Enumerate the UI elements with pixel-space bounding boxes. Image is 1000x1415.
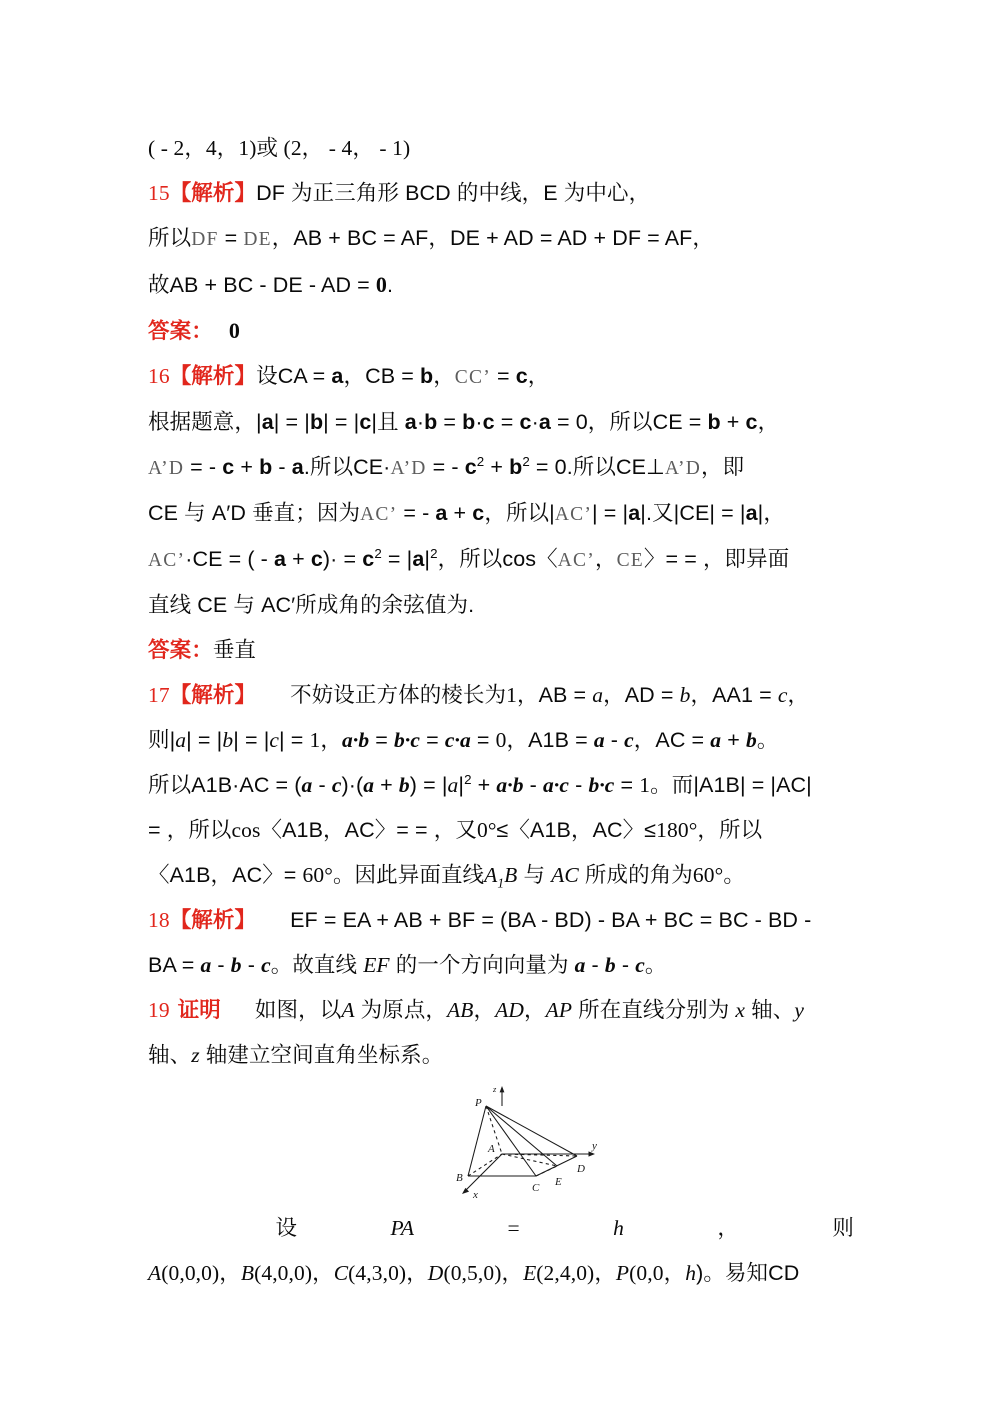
justified-word-1: 设 [275, 1216, 298, 1240]
q17-eq-3: = [470, 728, 496, 752]
coord-value-c: (4,3,0)， [348, 1261, 428, 1285]
q17-eq-1: = [369, 728, 395, 752]
q19-l1-i: 所在直线分别为 [572, 998, 736, 1022]
answer-16-line [148, 628, 854, 673]
vector-a-i11: a [543, 773, 554, 797]
question-17-line-3 [148, 763, 854, 808]
q18-minus-4: - [615, 953, 636, 977]
num-1-c: 1 [639, 773, 651, 797]
q17-l4-g: ，所以 [697, 818, 763, 842]
q16-l3-f: - [272, 455, 292, 479]
question-18-line-2 [148, 943, 854, 988]
coord-point-d: D [427, 1261, 444, 1285]
q16-l3-d: + [234, 455, 260, 479]
question-18-tag: 【解析】 [169, 908, 257, 932]
vertex-label-c: C [532, 1182, 540, 1194]
vector-c-abs: c [359, 410, 372, 434]
angle-0-deg: 0° [476, 818, 497, 842]
q15-l3-period: . [387, 273, 394, 297]
question-17-line-4 [148, 808, 854, 853]
q16-l4-g: ，所以| [484, 501, 555, 525]
q16-l3-h: .所以CE· [303, 455, 391, 479]
exp-2-c: 2 [374, 545, 382, 561]
question-15-text-1: DF 为正三角形 BCD 的中线，E 为中心， [256, 181, 651, 205]
q16-l5-o: ， [594, 547, 617, 571]
question-15-line-2 [148, 216, 854, 262]
vector-b-sq: b [509, 455, 523, 479]
q15-l2-rest: ，AB + BC = AF，DE + AD = AD + DF = AF， [271, 226, 714, 250]
label-ac: AC [551, 863, 579, 887]
vector-c-i3: c [410, 728, 421, 752]
vector-a-l5a: a [273, 547, 287, 571]
vector-a-i3: a [342, 728, 353, 752]
vector-c-i4: c [444, 728, 455, 752]
vector-a-i9: a [447, 773, 459, 797]
q17-l1-c: ，AB = [516, 683, 593, 707]
cos-label-1: cos [231, 818, 261, 842]
exp-2-d: 2 [430, 545, 438, 561]
q16-l2-s: = 0，所以CE = [550, 410, 708, 434]
q17-l2-g: | = [279, 728, 310, 752]
question-19-line-2 [148, 1033, 854, 1078]
q19-l1-a: 如图，以 [254, 998, 342, 1022]
vector-b-i8: b [588, 773, 600, 797]
vector-b-i6: b [398, 773, 410, 797]
vector-a-i13: a [574, 953, 586, 977]
vector-a-prime-d-1: A’D [148, 458, 185, 479]
q16-l4-i: | = | [592, 501, 629, 525]
vector-a-l5b: a [412, 547, 425, 571]
justified-word-h: h [613, 1216, 624, 1240]
q17-l2-w: ，A1B = [506, 728, 594, 752]
zero-vector: 0 [375, 272, 388, 297]
question-19-justified-line [148, 1206, 854, 1251]
q18-l2-a: BA = [148, 953, 201, 977]
justified-word-then: 则 [832, 1216, 854, 1240]
q17-l5-c: 。因此异面直线 [332, 863, 485, 887]
segment-ad: AD [495, 998, 524, 1022]
coord-point-p: P [615, 1261, 630, 1285]
q19-l1-e: ， [473, 998, 496, 1022]
q16-l6-text: 直线 CE 与 AC′所成角的余弦值为. [148, 593, 475, 617]
q17-dot-2: · [404, 728, 411, 752]
vector-a-dot2: a [538, 410, 551, 434]
vector-b-dot1: b [424, 410, 438, 434]
answer-15-line [148, 308, 854, 354]
vector-b-sum: b [707, 410, 721, 434]
segment-ab: AB [447, 998, 474, 1022]
q17-l5-i: 所成的角为 [578, 863, 693, 887]
coordinate-answer-line [148, 126, 854, 171]
q17-l5-g: 与 [517, 863, 552, 887]
q19-l1-g: ， [523, 998, 546, 1022]
q17-l2-e: | = | [233, 728, 270, 752]
coord-value-e: (2,4,0)， [536, 1261, 616, 1285]
q17-l5-a: 〈A1B，AC〉= [148, 863, 303, 887]
coord-point-e: E [523, 1261, 537, 1285]
q17-dot-1: · [352, 728, 359, 752]
label-a1b-b: B [504, 863, 518, 887]
vector-c-i9: c [261, 953, 271, 977]
q16-l4-c: = - [397, 501, 436, 525]
answer-16-label: 答案： [148, 638, 213, 662]
q18-l1-text: EF = EA + AB + BF = (BA - BD) - BA + BC = BC - BD - [290, 908, 812, 932]
coord-value-d: (0,5,0)， [443, 1261, 524, 1285]
pyramid-coordinate-diagram [444, 1084, 620, 1205]
axis-z-label: z [493, 1084, 497, 1094]
q16-l5-q: 〉= = ，即异面 [643, 547, 790, 571]
vector-c-i2: c [269, 728, 280, 752]
q17-l3-c: - [312, 773, 332, 797]
q16-l1-g: = [490, 364, 516, 388]
q17-plus-1: + [721, 728, 746, 752]
q19-l2-a: 轴、 [148, 1043, 192, 1067]
num-1-a: 1 [506, 683, 517, 707]
q16-dot3: · [531, 410, 539, 434]
vector-a-abs1: a [261, 410, 274, 434]
q17-l1-i: ， [787, 683, 810, 707]
exp-2-e: 2 [464, 771, 472, 787]
q17-dot-6: · [599, 773, 605, 797]
vector-c-l4a: c [472, 501, 485, 525]
question-18-line-1 [148, 898, 854, 943]
exp-2-b: 2 [522, 453, 530, 469]
vector-a-l4c: a [745, 501, 758, 525]
segment-ap: AP [545, 998, 573, 1022]
vector-a-i4: a [459, 728, 471, 752]
axis-y-label: y [592, 1140, 597, 1152]
vector-a-i5: a [593, 728, 605, 752]
q17-l3-q: - [523, 773, 544, 797]
q16-l1-i: ， [527, 364, 550, 388]
label-a1b-a: A [484, 863, 498, 887]
question-16-line-2 [148, 400, 854, 445]
vector-b-i7: b [512, 773, 524, 797]
q17-l4-a: = ，所以 [148, 818, 232, 842]
q17-l2-i: ， [320, 728, 343, 752]
angle-60-deg-2: 60° [692, 863, 724, 887]
vector-c-i10: c [635, 953, 645, 977]
q17-minus-1: - [604, 728, 625, 752]
justified-word-comma: ， [717, 1216, 739, 1240]
question-17-tag: 【解析】 [169, 683, 257, 707]
question-15-line-1 [148, 171, 854, 216]
q19-l1-c: 为原点， [354, 998, 448, 1022]
figure-container [148, 1084, 854, 1206]
q19-l2-c: 轴建立空间直角坐标系。 [199, 1043, 444, 1067]
q16-l1-c: ，CB = [343, 364, 420, 388]
q16-l2-c: | = | [273, 410, 310, 434]
q16-l4-e: + [447, 501, 473, 525]
vector-a-i8: a [363, 773, 375, 797]
q17-l3-aa: 。而|A1B| = |AC| [650, 773, 812, 797]
q18-l2-i: 的一个方向向量为 [389, 953, 575, 977]
q17-l2-a: 则| [148, 728, 176, 752]
vector-c-i1: c [777, 683, 788, 707]
coord-point-c: C [333, 1261, 349, 1285]
q16-l4-m: |， [757, 501, 785, 525]
vector-ac-prime-4: AC’ [557, 550, 595, 571]
vector-ac-prime-3: AC’ [148, 550, 186, 571]
vector-b: b [419, 364, 434, 388]
question-16-number: 16 [148, 364, 170, 388]
q16-l5-k: | [424, 547, 431, 571]
answer-key-content [148, 126, 854, 1296]
vector-ac-prime-1: AC’ [360, 504, 398, 525]
question-17-line-5 [148, 853, 854, 898]
axis-x-label: x [473, 1189, 478, 1200]
coordinate-answer-text: ( - 2，4，1)或 (2， - 4， - 1) [148, 136, 411, 160]
coord-point-a: A [148, 1261, 162, 1285]
justified-word-pa: PA [390, 1216, 415, 1240]
answer-15-label: 答案： [148, 319, 213, 343]
coord-value-p: (0,0， [629, 1261, 686, 1285]
q16-l1-a: 设CA = [256, 364, 332, 388]
question-16-line-1 [148, 354, 854, 400]
vector-a: a [331, 364, 344, 388]
question-16-line-6 [148, 583, 854, 628]
question-19-coordinates-line [148, 1251, 854, 1296]
vector-b-i3: b [358, 728, 370, 752]
q16-l2-a: 根据题意，| [148, 410, 262, 434]
coord-value-a: (0,0,0)， [161, 1261, 241, 1285]
q16-l4-k: |.又|CE| = | [640, 501, 746, 525]
q17-l2-ae: 。 [756, 728, 779, 752]
subscript-1: 1 [497, 875, 505, 891]
q17-l1-a: 不妨设正方体的棱长为 [290, 683, 507, 707]
vector-a-i1: a [592, 683, 604, 707]
vector-b-i9: b [230, 953, 242, 977]
vector-ac-prime-2: AC’ [554, 504, 593, 525]
vector-b-i5: b [745, 728, 757, 752]
q17-l3-k: | [458, 773, 465, 797]
q17-l1-e: ，AD = [603, 683, 680, 707]
q16-l3-m: + [484, 455, 510, 479]
vertex-label-b: B [456, 1172, 463, 1184]
q16-eq2: = [494, 410, 520, 434]
q16-plus1: + [720, 410, 746, 434]
q15-l2-prefix: 所以 [148, 226, 192, 250]
q17-l3-u: - [569, 773, 589, 797]
question-17-number: 17 [148, 683, 170, 707]
q17-l4-c: 〈A1B，AC〉= = ，又 [260, 818, 477, 842]
vector-b-i10: b [604, 953, 616, 977]
q16-l2-e: | = | [323, 410, 360, 434]
vector-c-l5b: c [362, 547, 375, 571]
vector-c-sum: c [745, 410, 758, 434]
question-16-tag: 【解析】 [169, 364, 257, 388]
q17-l4-e: ≤〈A1B，AC〉≤ [496, 818, 657, 842]
vector-a-i2: a [175, 728, 187, 752]
question-19-tag: 证明 [177, 998, 221, 1022]
question-15-line-3 [148, 262, 854, 308]
q16-l3-b: = - [184, 455, 223, 479]
q16-l2-w: ， [757, 410, 780, 434]
vector-b-i4: b [394, 728, 405, 752]
vector-b-dot2: b [462, 410, 476, 434]
q16-l5-b: ·CE = ( - [185, 547, 274, 571]
q16-l2-g: |且 [371, 410, 405, 434]
q16-l3-p: = 0.所以CE⊥ [529, 455, 665, 479]
q16-l5-f: )· = [322, 547, 363, 571]
vector-a-i10: a [496, 773, 508, 797]
q17-l2-aa: ，AC = [633, 728, 711, 752]
label-ef: EF [363, 953, 390, 977]
num-0-a: 0 [495, 728, 507, 752]
vector-b-i1: b [679, 683, 691, 707]
axis-y-label-text: y [794, 998, 805, 1022]
q15-l2-eq: = [218, 226, 244, 250]
vector-c-dot1: c [482, 410, 495, 434]
q19-l1-k: 轴、 [745, 998, 795, 1022]
coord-trailing-text: )。易知CD [696, 1261, 800, 1285]
q17-l3-i: ) = | [409, 773, 448, 797]
q17-l3-m: + [471, 773, 497, 797]
q16-l1-e: ， [433, 364, 455, 388]
justified-word-eq: = [507, 1216, 520, 1240]
vector-b-l3a: b [259, 455, 273, 479]
q18-l2-g: 。故直线 [270, 953, 364, 977]
q16-eq1: = [437, 410, 463, 434]
vector-c-i8: c [604, 773, 615, 797]
q17-l1-g: ，AA1 = [690, 683, 778, 707]
vector-a-prime-d-2: A’D [390, 458, 427, 479]
q17-l3-a: 所以A1B·AC = ( [148, 773, 302, 797]
question-19-line-1 [148, 988, 854, 1033]
q15-l3-prefix: 故AB + BC - DE - AD = [148, 273, 376, 297]
vector-df: DF [191, 229, 219, 250]
q16-l5-m: ，所以cos〈 [437, 547, 558, 571]
q18-minus-3: - [585, 953, 605, 977]
vector-a-i7: a [301, 773, 313, 797]
vector-a-l4a: a [435, 501, 448, 525]
axis-x-label-text: x [735, 998, 746, 1022]
vector-a-i6: a [710, 728, 722, 752]
q17-l5-k: 。 [723, 863, 745, 887]
q18-l2-o: 。 [644, 953, 667, 977]
q18-minus-2: - [241, 953, 262, 977]
q17-l2-c: | = | [186, 728, 223, 752]
angle-180-deg: 180° [656, 818, 698, 842]
vector-c-i6: c [331, 773, 342, 797]
vertex-label-d: D [577, 1163, 585, 1175]
q18-minus-1: - [211, 953, 231, 977]
question-16-line-3 [148, 445, 854, 491]
angle-60-deg-1: 60° [302, 863, 333, 887]
answer-16-value: 垂直 [212, 638, 257, 662]
vector-c-dot2: c [519, 410, 532, 434]
vector-ce-1: CE [616, 550, 644, 571]
q16-l4-a: CE 与 A′D 垂直；因为 [148, 501, 361, 525]
vector-de: DE [243, 229, 272, 250]
axis-z-label-text: z [191, 1043, 200, 1067]
vector-a-prime-d-3: A’D [664, 458, 701, 479]
question-18-number: 18 [148, 908, 170, 932]
q16-dot2: · [475, 410, 483, 434]
question-17-line-1 [148, 673, 854, 718]
num-1-b: 1 [309, 728, 321, 752]
q16-l5-i: = | [381, 547, 413, 571]
vector-c-i7: c [559, 773, 570, 797]
question-19-number: 19 [148, 998, 170, 1022]
vertex-label-a: A [488, 1143, 495, 1155]
q17-dot-4: · [507, 773, 513, 797]
point-a-label: A [341, 998, 355, 1022]
question-15-number: 15 [148, 181, 170, 205]
vector-c-l3a: c [222, 455, 235, 479]
q16-l5-d: + [286, 547, 311, 571]
coord-point-b: B [240, 1261, 255, 1285]
q17-eq-2: = [420, 728, 445, 752]
vector-c-i5: c [624, 728, 634, 752]
vector-b-i2: b [222, 728, 234, 752]
vector-c-l5a: c [310, 547, 323, 571]
q17-dot-5: · [553, 773, 560, 797]
coord-h-symbol: h [685, 1261, 697, 1285]
q16-l3-r: ，即 [700, 455, 745, 479]
vector-cc-prime: CC’ [454, 367, 491, 388]
vector-a-i12: a [200, 953, 212, 977]
q17-dot-3: · [454, 728, 460, 752]
vector-a-l4b: a [628, 501, 641, 525]
vector-c: c [515, 364, 528, 388]
q17-l3-e: )·( [341, 773, 364, 797]
answer-15-value: 0 [228, 318, 240, 343]
q17-l3-y: = [614, 773, 640, 797]
vector-b-abs: b [309, 410, 324, 434]
vector-a-dot1: a [404, 410, 417, 434]
vertex-label-e: E [555, 1176, 562, 1188]
question-16-line-4 [148, 491, 854, 537]
exp-2-a: 2 [476, 453, 485, 469]
vertex-label-p: P [475, 1097, 482, 1109]
vector-c-sq: c [464, 455, 477, 479]
question-16-line-5 [148, 537, 854, 583]
q16-dot1: · [416, 410, 425, 434]
vector-a-l3a: a [291, 455, 304, 479]
q17-l3-g: + [374, 773, 399, 797]
coord-value-b: (4,0,0)， [254, 1261, 334, 1285]
question-15-tag: 【解析】 [169, 181, 257, 205]
question-17-line-2 [148, 718, 854, 763]
q16-l3-j: = - [426, 455, 465, 479]
